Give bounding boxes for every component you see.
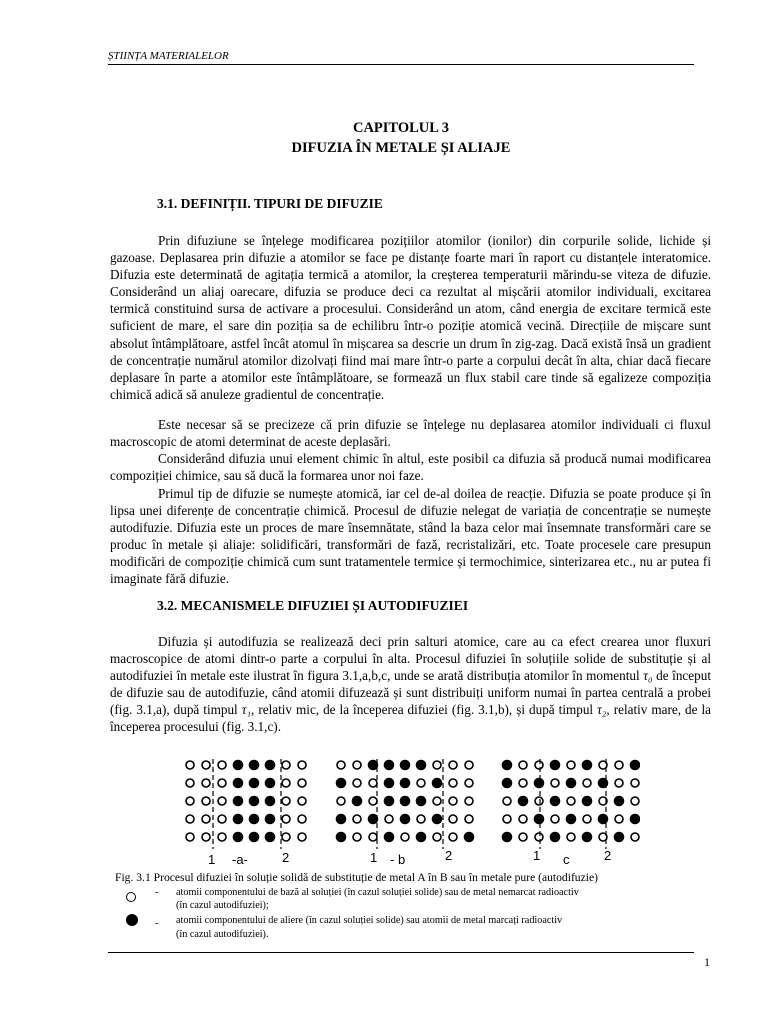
fig-mark-a-2: 2: [282, 850, 290, 865]
base-atom: [449, 761, 457, 769]
alloying-atom: [433, 779, 442, 788]
alloying-atom: [266, 779, 275, 788]
base-atom: [218, 797, 226, 805]
base-atom: [519, 815, 527, 823]
diffusion-figure: [180, 757, 640, 869]
base-atom: [282, 779, 290, 787]
paragraph: Primul tip de difuzie se numește atomică, iar cel de-al doilea de reacție. Difuzia se poate produce și în lipsa unei diferențe de concentrație chimică. Procesul de difuzie nelegat de variația de concentrație se numește autodifuzie. Difuzia este un proces de mare însemnătate, stând la baza celor mai însemnate transformări care se produc în metale și aliaje: solidificări, transformări de fază, recristalizări, etc. Toate procesele care presupun modificări de compoziție chimică cum sunt tratamentele termice și termochimice, sinterizarea etc., nu ar putea fi imaginate fără difuzie.: [110, 486, 711, 587]
fig-label-a: -a-: [232, 852, 248, 867]
alloying-atom: [519, 797, 528, 806]
fig-label-c: c: [563, 852, 570, 867]
base-atom: [202, 761, 210, 769]
alloying-atom: [417, 797, 426, 806]
paragraph: Este necesar să se precizeze că prin difuzie se înțelege nu deplasarea atomilor individuali ci fluxul macroscopic de atomi determinat de aceste deplasări.: [110, 417, 711, 450]
base-atom: [369, 779, 377, 787]
base-atom: [465, 797, 473, 805]
base-atom: [186, 779, 194, 787]
base-atom: [202, 779, 210, 787]
chapter-number: CAPITOLUL 3: [352, 120, 450, 136]
alloying-atom: [433, 815, 442, 824]
base-atom: [583, 815, 591, 823]
header-rule: [108, 64, 694, 65]
base-atom: [449, 815, 457, 823]
alloying-atom: [567, 779, 576, 788]
base-atom: [218, 779, 226, 787]
base-atom: [186, 815, 194, 823]
figure-caption: Fig. 3.1 Procesul difuziei în soluție solidă de substituție de metal A în B sau în metale pure (autodifuzie): [115, 871, 598, 884]
base-atom: [282, 797, 290, 805]
base-atom: [298, 797, 306, 805]
alloying-atom: [266, 833, 275, 842]
base-atom: [535, 833, 543, 841]
filled-circle-icon: [126, 914, 138, 926]
base-atom: [567, 761, 575, 769]
alloying-atom: [551, 797, 560, 806]
alloying-atom: [353, 797, 362, 806]
base-atom: [186, 833, 194, 841]
base-atom: [615, 761, 623, 769]
base-atom: [385, 815, 393, 823]
alloying-atom: [250, 797, 259, 806]
base-atom: [433, 761, 441, 769]
section-title-3-2: 3.2. MECANISMELE DIFUZIEI ȘI AUTODIFUZIEI: [157, 598, 469, 613]
base-atom: [298, 833, 306, 841]
fig-mark-b-2: 2: [445, 848, 453, 863]
alloying-atom: [234, 779, 243, 788]
base-atom: [186, 761, 194, 769]
base-atom: [465, 761, 473, 769]
alloying-atom: [250, 815, 259, 824]
base-atom: [417, 779, 425, 787]
alloying-atom: [551, 761, 560, 770]
base-atom: [202, 833, 210, 841]
base-atom: [218, 815, 226, 823]
alloying-atom: [503, 779, 512, 788]
alloying-atom: [401, 779, 410, 788]
page-number: 1: [704, 955, 710, 969]
alloying-atom: [234, 833, 243, 842]
base-atom: [535, 761, 543, 769]
fig-mark-a-1: 1: [208, 852, 216, 867]
tau1-symbol: τ₁: [241, 702, 252, 718]
alloying-atom: [417, 761, 426, 770]
fig-mark-c-2: 2: [604, 848, 612, 863]
alloying-atom: [583, 797, 592, 806]
base-atom: [503, 815, 511, 823]
base-atom: [337, 797, 345, 805]
base-atom: [631, 797, 639, 805]
paragraph: Considerând difuzia unui element chimic în altul, este posibil ca difuzia să producă numai modificarea compoziției chimice, sau să ducă la formarea unor noi faze.: [110, 451, 711, 484]
base-atom: [282, 761, 290, 769]
alloying-atom: [503, 761, 512, 770]
base-atom: [567, 833, 575, 841]
alloying-atom: [385, 761, 394, 770]
alloying-atom: [266, 761, 275, 770]
alloying-atom: [234, 815, 243, 824]
fig-mark-c-1: 1: [533, 848, 541, 863]
fig-mark-b-1: 1: [370, 850, 378, 865]
alloying-atom: [401, 761, 410, 770]
base-atom: [298, 815, 306, 823]
base-atom: [282, 833, 290, 841]
base-atom: [401, 833, 409, 841]
alloying-atom: [503, 833, 512, 842]
base-atom: [465, 815, 473, 823]
base-atom: [567, 797, 575, 805]
base-atom: [298, 761, 306, 769]
alloying-atom: [250, 833, 259, 842]
base-atom: [449, 797, 457, 805]
alloying-atom: [631, 761, 640, 770]
alloying-atom: [535, 779, 544, 788]
fig-label-b: - b: [390, 852, 406, 867]
base-atom: [186, 797, 194, 805]
running-header: ȘTIINȚA MATERIALELOR: [108, 50, 229, 62]
base-atom: [615, 779, 623, 787]
base-atom: [282, 815, 290, 823]
alloying-atom: [266, 797, 275, 806]
base-atom: [433, 833, 441, 841]
alloying-atom: [631, 815, 640, 824]
footer-rule: [108, 952, 694, 953]
base-atom: [615, 815, 623, 823]
alloying-atom: [465, 833, 474, 842]
alloying-atom: [417, 833, 426, 842]
alloying-atom: [535, 815, 544, 824]
base-atom: [503, 797, 511, 805]
base-atom: [298, 779, 306, 787]
base-atom: [353, 761, 361, 769]
alloying-atom: [250, 779, 259, 788]
base-atom: [449, 833, 457, 841]
alloying-atom: [583, 761, 592, 770]
base-atom: [449, 779, 457, 787]
section-title-3-1: 3.1. DEFINIȚII. TIPURI DE DIFUZIE: [157, 196, 383, 211]
base-atom: [417, 815, 425, 823]
paragraph: Prin difuziune se înțelege modificarea pozițiilor atomilor (ionilor) din corpurile solide, lichide și gazoase. Deplasarea prin difuzie a atomilor se face pe distanțe foarte mari în raport cu distanțele interatomice. Difuzia este determinată de agitația termică a atomilor, la creșterea temperaturii mărindu-se viteza de difuzie. Considerând un aliaj oarecare, difuzia se produce deci ca rezultat al mișcării atomilor individuali, excitarea termică constituind sursa de activare a procesului. Considerând un atom, când energia de excitare termică este suficient de mare, el sare din poziția sa de echilibru într-o poziție atomică vecină. Direcțiile de mișcare sunt absolut întâmplătoare, astfel încât atomul în mișcarea sa descrie un drum în zig-zag. Dacă există însă un gradient de concentrație numărul atomilor dizolvați fiind mai mare într-o parte a corpului decât în alta, chiar dacă fiecare deplasare în parte a atomilor este întâmplătoare, se formează un flux stabil care tinde să egalizeze compoziția chimică adică să anuleze gradientul de concentrație.: [110, 233, 711, 402]
base-atom: [202, 797, 210, 805]
base-atom: [583, 779, 591, 787]
chapter-title: DIFUZIA ÎN METALE ȘI ALIAJE: [291, 140, 511, 156]
base-atom: [465, 779, 473, 787]
base-atom: [433, 797, 441, 805]
alloying-atom: [369, 815, 378, 824]
alloying-atom: [551, 833, 560, 842]
base-atom: [631, 833, 639, 841]
base-atom: [353, 779, 361, 787]
alloying-atom: [583, 833, 592, 842]
base-atom: [353, 833, 361, 841]
alloying-atom: [615, 833, 624, 842]
alloying-atom: [369, 761, 378, 770]
base-atom: [369, 797, 377, 805]
alloying-atom: [234, 797, 243, 806]
base-atom: [519, 833, 527, 841]
alloying-atom: [266, 815, 275, 824]
alloying-atom: [615, 797, 624, 806]
base-atom: [535, 797, 543, 805]
alloying-atom: [385, 797, 394, 806]
alloying-atom: [337, 779, 346, 788]
base-atom: [218, 761, 226, 769]
base-atom: [519, 761, 527, 769]
base-atom: [369, 833, 377, 841]
alloying-atom: [385, 833, 394, 842]
base-atom: [353, 815, 361, 823]
alloying-atom: [337, 815, 346, 824]
base-atom: [218, 833, 226, 841]
alloying-atom: [250, 761, 259, 770]
alloying-atom: [401, 815, 410, 824]
alloying-atom: [234, 761, 243, 770]
tau0-symbol: τ₀: [643, 668, 653, 684]
base-atom: [551, 815, 559, 823]
alloying-atom: [337, 833, 346, 842]
open-circle-icon: [126, 892, 136, 902]
base-atom: [202, 815, 210, 823]
tau2-symbol: τ₂: [597, 702, 607, 718]
base-atom: [551, 779, 559, 787]
base-atom: [519, 779, 527, 787]
base-atom: [337, 761, 345, 769]
base-atom: [631, 779, 639, 787]
alloying-atom: [401, 797, 410, 806]
paragraph: Difuzia și autodifuzia se realizează deci prin salturi atomice, care au ca efect crearea unor fluxuri macroscopice de atomi dintr-o parte a corpului în alta. Procesul difuziei în soluțiile solide de substituție și al autodifuziei în metale este ilustrat în figura 3.1,a,b,c, unde se arată distribuția atomilor în momentul τ₀ de început de difuzie sau de autodifuzie, când atomii difuzează și sunt distribuiți uniform numai în partea centrală a probei (fig. 3.1,a), după timpul τ₁, relativ mic, de la începerea difuziei (fig. 3.1,b), și după timpul τ₂, relativ mare, de la începerea procesului (fig. 3.1,c).: [110, 634, 711, 735]
alloying-atom: [567, 815, 576, 824]
alloying-atom: [385, 779, 394, 788]
